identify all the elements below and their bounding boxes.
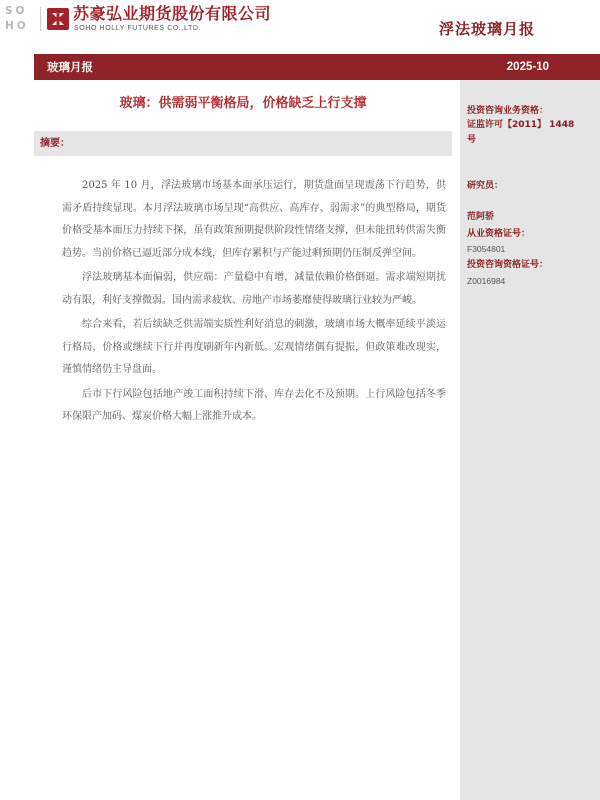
summary-label: 摘要： <box>40 138 70 149</box>
consult-cert-label: 投资咨询资格证号： <box>467 260 549 270</box>
summary-paragraph: 浮法玻璃基本面偏弱，供应端：产量稳中有增，减量依赖价格倒逼。需求端短期扰动有限，利好支撑微弱。国内需求疲软、房地产市场萎靡使得玻璃行业较为严峻。 <box>62 272 446 306</box>
report-headline: 玻璃：供需弱平衡格局，价格缺乏上行支撑 <box>119 96 367 111</box>
logo-mark <box>5 5 39 35</box>
researcher-label: 研究员： <box>467 181 504 191</box>
logo-divider <box>40 7 41 31</box>
researcher-name: 范阿骄 <box>467 212 495 222</box>
report-banner <box>34 54 600 80</box>
summary-paragraph: 综合来看，若后续缺乏供需端实质性利好消息的刺激，玻璃市场大概率延续平淡运行格局，价格或继续下行并再度刷新年内新低。宏观情绪偶有提振，但政策难改现实，谨慎情绪仍主导盘面。 <box>62 319 446 375</box>
summary-paragraph: 后市下行风险包括地产竣工面积持续下滑、库存去化不及预期。上行风险包括冬季环保限产加码、煤炭价格大幅上涨推升成本。 <box>62 388 446 422</box>
brand-name-en: SOHO HOLLY FUTURES CO.,LTD. <box>74 25 202 32</box>
analyst-sidebar <box>460 80 600 800</box>
cert-label: 从业资格证号： <box>467 229 531 239</box>
consult-cert-value: Z0016984 <box>467 276 506 286</box>
summary-paragraph: 2025 年 10 月，浮法玻璃市场基本面承压运行，期货盘面呈现震荡下行趋势，供需矛盾持续显现。本月浮法玻璃市场呈现“高供应、高库存、弱需求”的典型格局，期货价格受基本面压力持续下探，虽有政策预期提供阶段性情绪支撑，但未能扭转供需失衡趋势。当前价格已逼近部分成本线，但库存累积与产能过剩预期仍压制反弹空间。 <box>62 180 446 259</box>
logo-mark-row2: HO <box>5 20 29 32</box>
company-logo-icon <box>45 6 71 32</box>
summary-bar <box>34 131 452 156</box>
report-category: 玻璃月报 <box>47 60 93 74</box>
report-title: 浮法玻璃月报 <box>438 20 535 38</box>
qualification-text: 证监许可【2011】 1448 号 <box>467 120 575 145</box>
qualification-label: 投资咨询业务资格： <box>467 106 549 116</box>
summary-body <box>62 175 446 431</box>
logo-mark-row1: SO <box>5 5 28 17</box>
report-date: 2025-10 <box>506 61 549 73</box>
brand-name-cn: 苏豪弘业期货股份有限公司 <box>73 4 272 23</box>
cert-value: F3054801 <box>467 244 506 254</box>
